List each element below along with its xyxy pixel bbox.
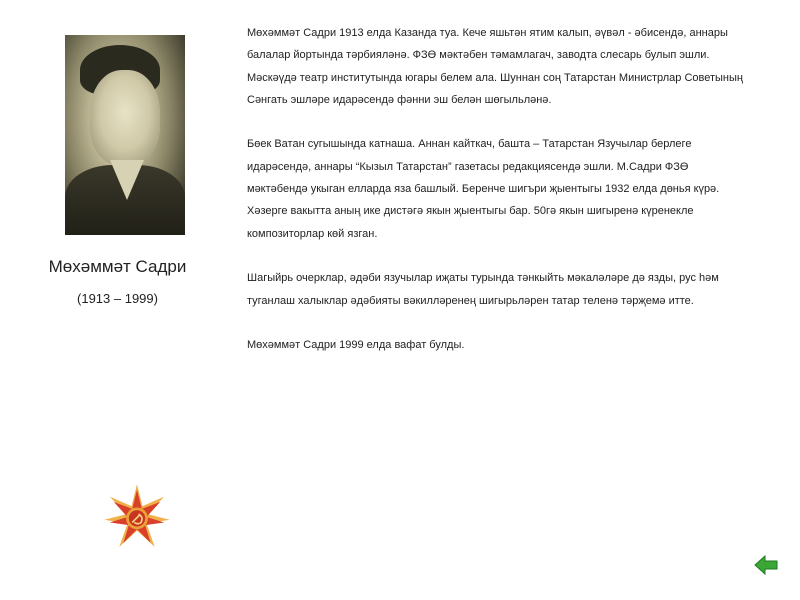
portrait-photo (65, 35, 185, 235)
biography-text (247, 22, 752, 379)
biography-paragraph: Мөхәммәт Садри 1913 елда Казанда туа. Кече яшьтән ятим калып, әүвәл - әбисендә, аннары балалар йортында тәрбияләнә. ФЗӨ мәктәбен тәмамлагач, заводта слесарь булып эшли. Мәскәүдә театр институтында югары белем ала. Шуннан соң Татарстан Министрлар Советының Сәнгать эшләре идарәсендә фәнни эш белән шөгыльләнә. (247, 27, 743, 106)
back-arrow-shape (755, 556, 777, 574)
person-years: (1913 – 1999) (77, 291, 158, 306)
person-name: Мөхәммәт Садри (48, 257, 187, 276)
back-arrow-icon[interactable] (753, 552, 779, 578)
biography-paragraph: Бөек Ватан сугышында катнаша. Аннан кайткач, башта – Татарстан Язучылар берлеге идарәсендә, аннары “Кызыл Татарстан” газетасы редакциясендә эшли. М.Садри ФЗӨ мәктәбендә укыган елларда яза башлый. Беренче шигъри җыентыгы 1932 елда дөнья күрә. Хәзерге вакытта аның ике дистәгә якын җыентыгы бар. 50гә якын шигыренә күренекле композиторлар көй язган. (247, 138, 720, 240)
biography-paragraph: Шагыйрь очерклар, әдәби язучылар иҗаты турында тәнкыйть мәкаләләре дә язды, рус һәм туганлаш халыклар әдәбияты вәкилләренең шигырьләрен татар теленә тәрҗемә итте. (247, 272, 719, 307)
order-star-hammer-sickle-icon (103, 483, 171, 551)
biography-paragraph: Мөхәммәт Садри 1999 елда вафат булды. (247, 339, 465, 352)
portrait-face (90, 70, 160, 165)
